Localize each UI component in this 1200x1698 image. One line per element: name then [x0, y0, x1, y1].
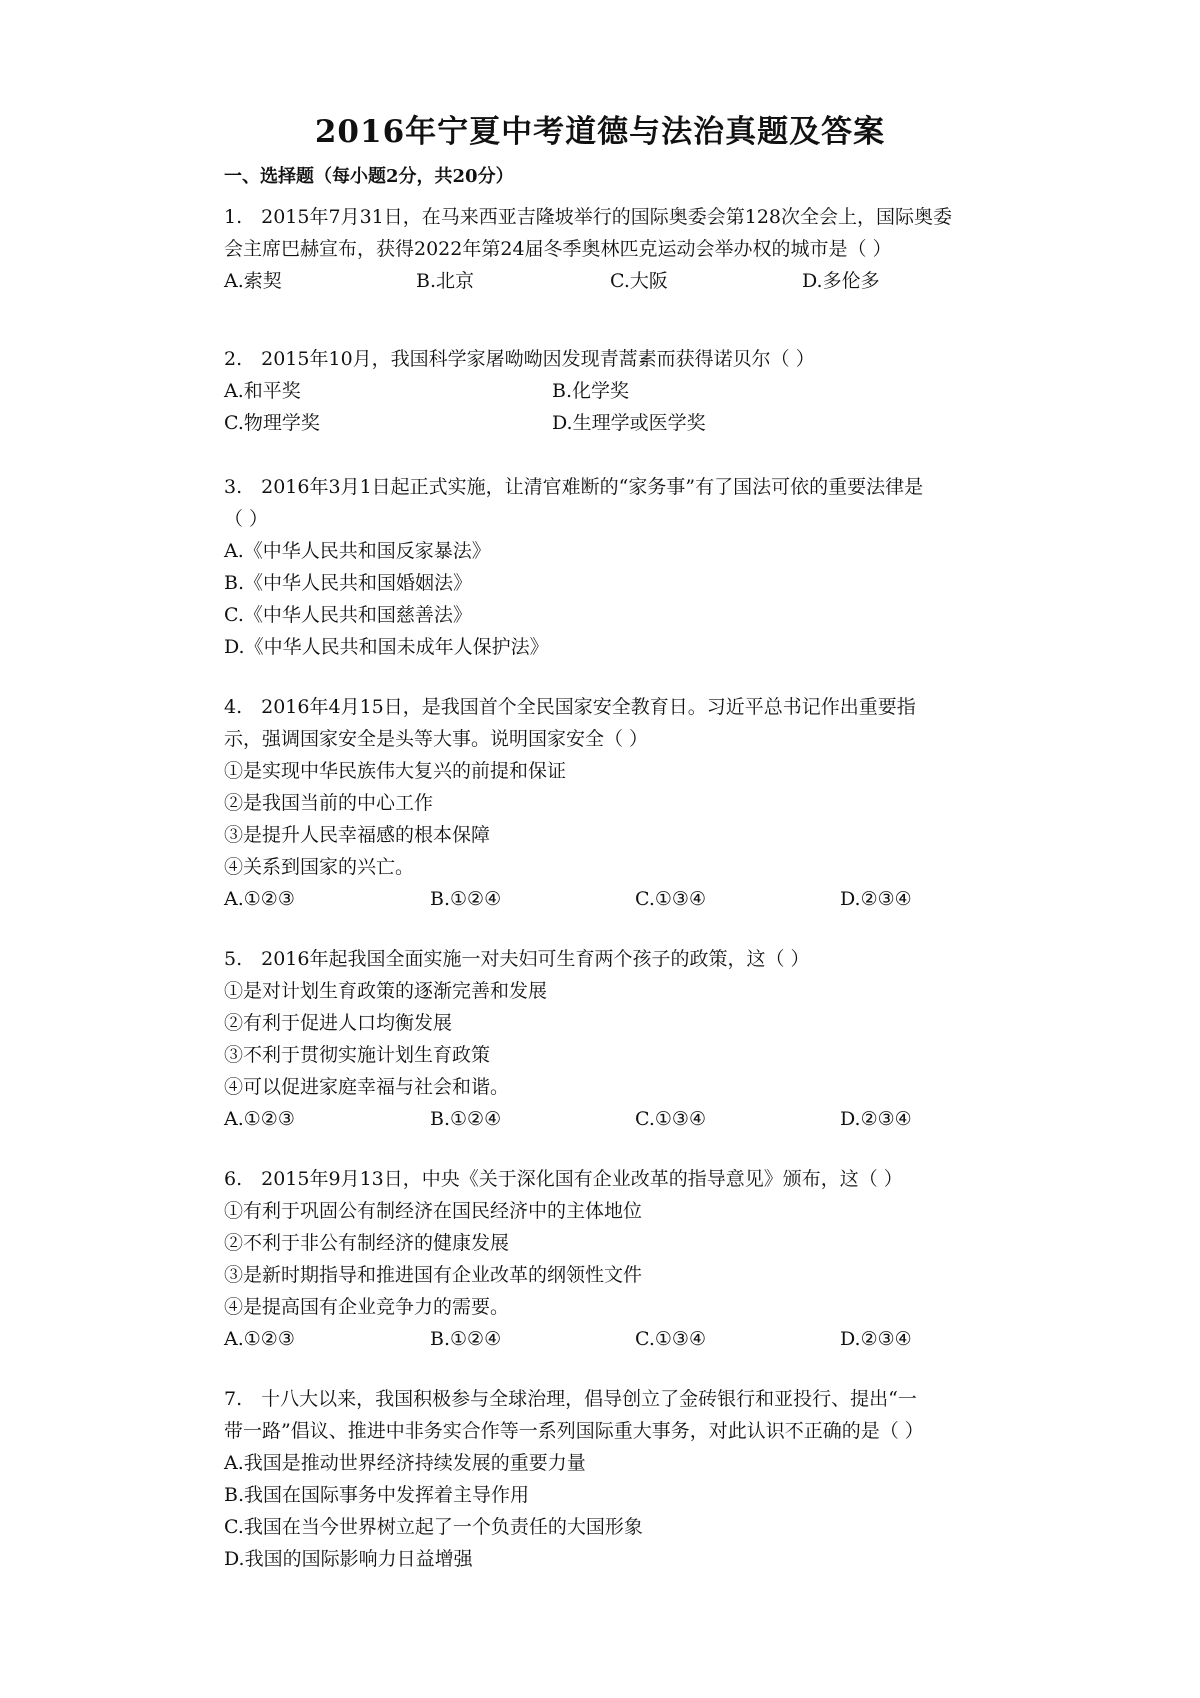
option-a: A.①②③	[224, 1108, 295, 1130]
question-stem-line: 示，强调国家安全是头等大事。说明国家安全（ ）	[224, 728, 649, 750]
question-stem-line: 会主席巴赫宣布，获得2022年第24届冬季奥林匹克运动会举办权的城市是（ ）	[224, 238, 892, 260]
option-c: C.《中华人民共和国慈善法》	[224, 604, 472, 626]
question-stem-line: （ ）	[224, 508, 269, 530]
option-d: D.生理学或医学奖	[552, 412, 706, 434]
question-4	[224, 691, 1024, 915]
option-c: C.①③④	[635, 1328, 706, 1350]
question-stem-line: 5. 2016年起我国全面实施一对夫妇可生育两个孩子的政策，这（ ）	[224, 948, 810, 970]
option-b: B.《中华人民共和国婚姻法》	[224, 572, 473, 594]
statement: ①有利于巩固公有制经济在国民经济中的主体地位	[224, 1200, 643, 1222]
option-a: A.《中华人民共和国反家暴法》	[224, 540, 491, 562]
question-stem-line: 6. 2015年9月13日，中央《关于深化国有企业改革的指导意见》颁布，这（ ）	[224, 1168, 903, 1190]
statement: ①是实现中华民族伟大复兴的前提和保证	[224, 760, 567, 782]
option-row	[224, 1103, 1024, 1135]
option-a: A.①②③	[224, 1328, 295, 1350]
option-b: B.①②④	[430, 888, 502, 910]
option-c: C.物理学奖	[224, 412, 320, 434]
question-stem-line: 1. 2015年7月31日，在马来西亚吉隆坡举行的国际奥委会第128次全会上，国际奥委	[224, 206, 953, 228]
statement: ④可以促进家庭幸福与社会和谐。	[224, 1076, 510, 1098]
option-a: A.索契	[224, 270, 282, 292]
option-b: B.北京	[416, 270, 475, 292]
option-d: D.②③④	[840, 1328, 912, 1350]
section-heading: 一、选择题（每小题2分，共20分）	[224, 166, 514, 187]
statement: ②是我国当前的中心工作	[224, 792, 434, 814]
option-row	[224, 265, 1024, 297]
option-row	[224, 883, 1024, 915]
statement: ①是对计划生育政策的逐渐完善和发展	[224, 980, 548, 1002]
option-c: C.我国在当今世界树立起了一个负责任的大国形象	[224, 1516, 643, 1538]
option-d: D.我国的国际影响力日益增强	[224, 1548, 473, 1570]
option-c: C.①③④	[635, 888, 706, 910]
statement: ②不利于非公有制经济的健康发展	[224, 1232, 510, 1254]
option-d: D.多伦多	[802, 270, 880, 292]
option-row	[224, 375, 1024, 407]
option-a: A.我国是推动世界经济持续发展的重要力量	[224, 1452, 586, 1474]
option-d: D.②③④	[840, 888, 912, 910]
question-3	[224, 471, 1024, 663]
statement: ④关系到国家的兴亡。	[224, 856, 415, 878]
option-row	[224, 407, 1024, 439]
option-a: A.①②③	[224, 888, 295, 910]
question-stem-line: 7. 十八大以来，我国积极参与全球治理，倡导创立了金砖银行和亚投行、提出“一	[224, 1388, 917, 1410]
option-b: B.我国在国际事务中发挥着主导作用	[224, 1484, 530, 1506]
statement: ③不利于贯彻实施计划生育政策	[224, 1044, 491, 1066]
option-b: B.化学奖	[552, 380, 630, 402]
option-b: B.①②④	[430, 1108, 502, 1130]
question-1	[224, 201, 1024, 297]
question-stem-line: 3. 2016年3月1日起正式实施，让清官难断的“家务事”有了国法可依的重要法律是	[224, 476, 924, 498]
question-stem-line: 带一路”倡议、推进中非务实合作等一系列国际重大事务，对此认识不正确的是（ ）	[224, 1420, 924, 1442]
question-stem-line: 4. 2016年4月15日，是我国首个全民国家安全教育日。习近平总书记作出重要指	[224, 696, 916, 718]
question-stem-line: 2. 2015年10月，我国科学家屠呦呦因发现青蒿素而获得诺贝尔（ ）	[224, 348, 815, 370]
option-c: C.①③④	[635, 1108, 706, 1130]
document-title: 2016年宁夏中考道德与法治真题及答案	[314, 114, 886, 150]
question-6	[224, 1163, 1024, 1355]
statement: ④是提高国有企业竞争力的需要。	[224, 1296, 510, 1318]
question-2	[224, 343, 1024, 439]
option-row	[224, 1323, 1024, 1355]
option-d: D.②③④	[840, 1108, 912, 1130]
statement: ③是新时期指导和推进国有企业改革的纲领性文件	[224, 1264, 643, 1286]
option-b: B.①②④	[430, 1328, 502, 1350]
option-c: C.大阪	[610, 270, 668, 292]
statement: ②有利于促进人口均衡发展	[224, 1012, 453, 1034]
option-d: D.《中华人民共和国未成年人保护法》	[224, 636, 549, 658]
option-a: A.和平奖	[224, 380, 301, 402]
statement: ③是提升人民幸福感的根本保障	[224, 824, 491, 846]
question-7	[224, 1383, 1024, 1575]
question-5	[224, 943, 1024, 1135]
